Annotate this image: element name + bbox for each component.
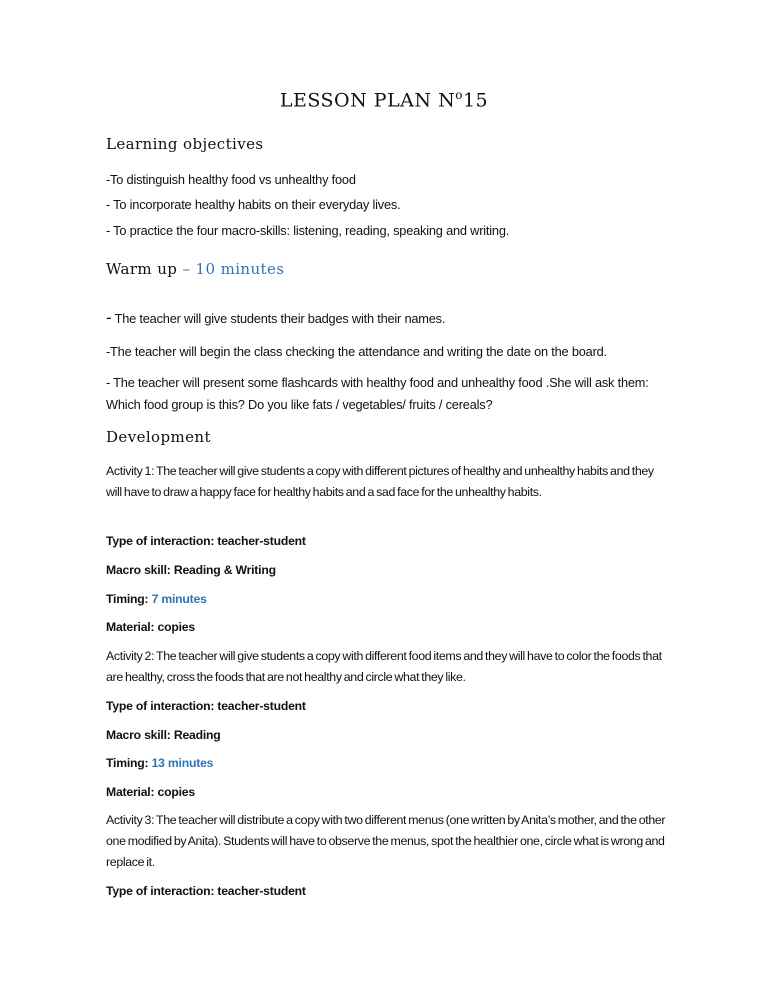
activity-1-material: Material: copies [106,620,195,634]
activity-1-timing-label: Timing: [106,592,152,606]
activity-2-interaction: Type of interaction: teacher-student [106,699,306,713]
activity-2-timing-label: Timing: [106,756,152,770]
warm-up-label: Warm up [106,260,178,278]
warm-up-item-1 [106,308,445,328]
objective-item-1: -To distinguish healthy food vs unhealthy food [106,172,356,187]
warm-up-item-2: -The teacher will begin the class checking the attendance and writing the date on the board. [106,344,607,359]
development-heading: Development [106,428,211,446]
activity-1-timing-value: 7 minutes [151,592,207,606]
page-title [0,88,768,111]
title-text: LESSON PLAN N [279,89,456,112]
activity-1-interaction: Type of interaction: teacher-student [106,534,306,548]
activity-2-timing [106,756,213,770]
learning-objectives-heading: Learning objectives [106,135,264,153]
activity-1-macro-skill: Macro skill: Reading & Writing [106,563,276,577]
activity-2-text: Activity 2: The teacher will give students a copy with different food items and they will have to color the foods that are healthy, cross the foods that are not healthy and circle what they like. [106,649,662,684]
activity-1-text: Activity 1: The teacher will give students a copy with different pictures of healthy and unhealthy habits and they will have to draw a happy face for healthy habits and a sad face for the unhealthy habits. [106,464,654,499]
activity-2-timing-value: 13 minutes [151,756,214,770]
activity-1-timing [106,592,207,606]
activity-3-interaction: Type of interaction: teacher-student [106,884,306,898]
activity-2-material: Material: copies [106,785,195,799]
activity-3-text: Activity 3: The teacher will distribute a copy with two different menus (one written by Anita’s mother, and the other one modified by Anita). Students will have to observe the menus, spot the healthier one, circle what is wrong and replace it. [106,813,666,869]
warm-up-item-1-text: The teacher will give students their badges with their names. [111,311,446,326]
warm-up-item-3: - The teacher will present some flashcards with healthy food and unhealthy food .She will ask them: Which food group is this? Do you like fats / vegetables/ fruits / cereals? [106,375,649,412]
warm-up-heading [106,260,284,278]
objective-item-3: - To practice the four macro-skills: listening, reading, speaking and writing. [106,223,510,238]
title-degree: o [455,88,463,102]
title-number: 15 [462,89,489,112]
warm-up-duration: – 10 minutes [177,260,285,278]
objective-item-2: - To incorporate healthy habits on their everyday lives. [106,197,401,212]
warm-up-item-1-dash: - [106,308,112,327]
activity-2-macro-skill: Macro skill: Reading [106,728,221,742]
